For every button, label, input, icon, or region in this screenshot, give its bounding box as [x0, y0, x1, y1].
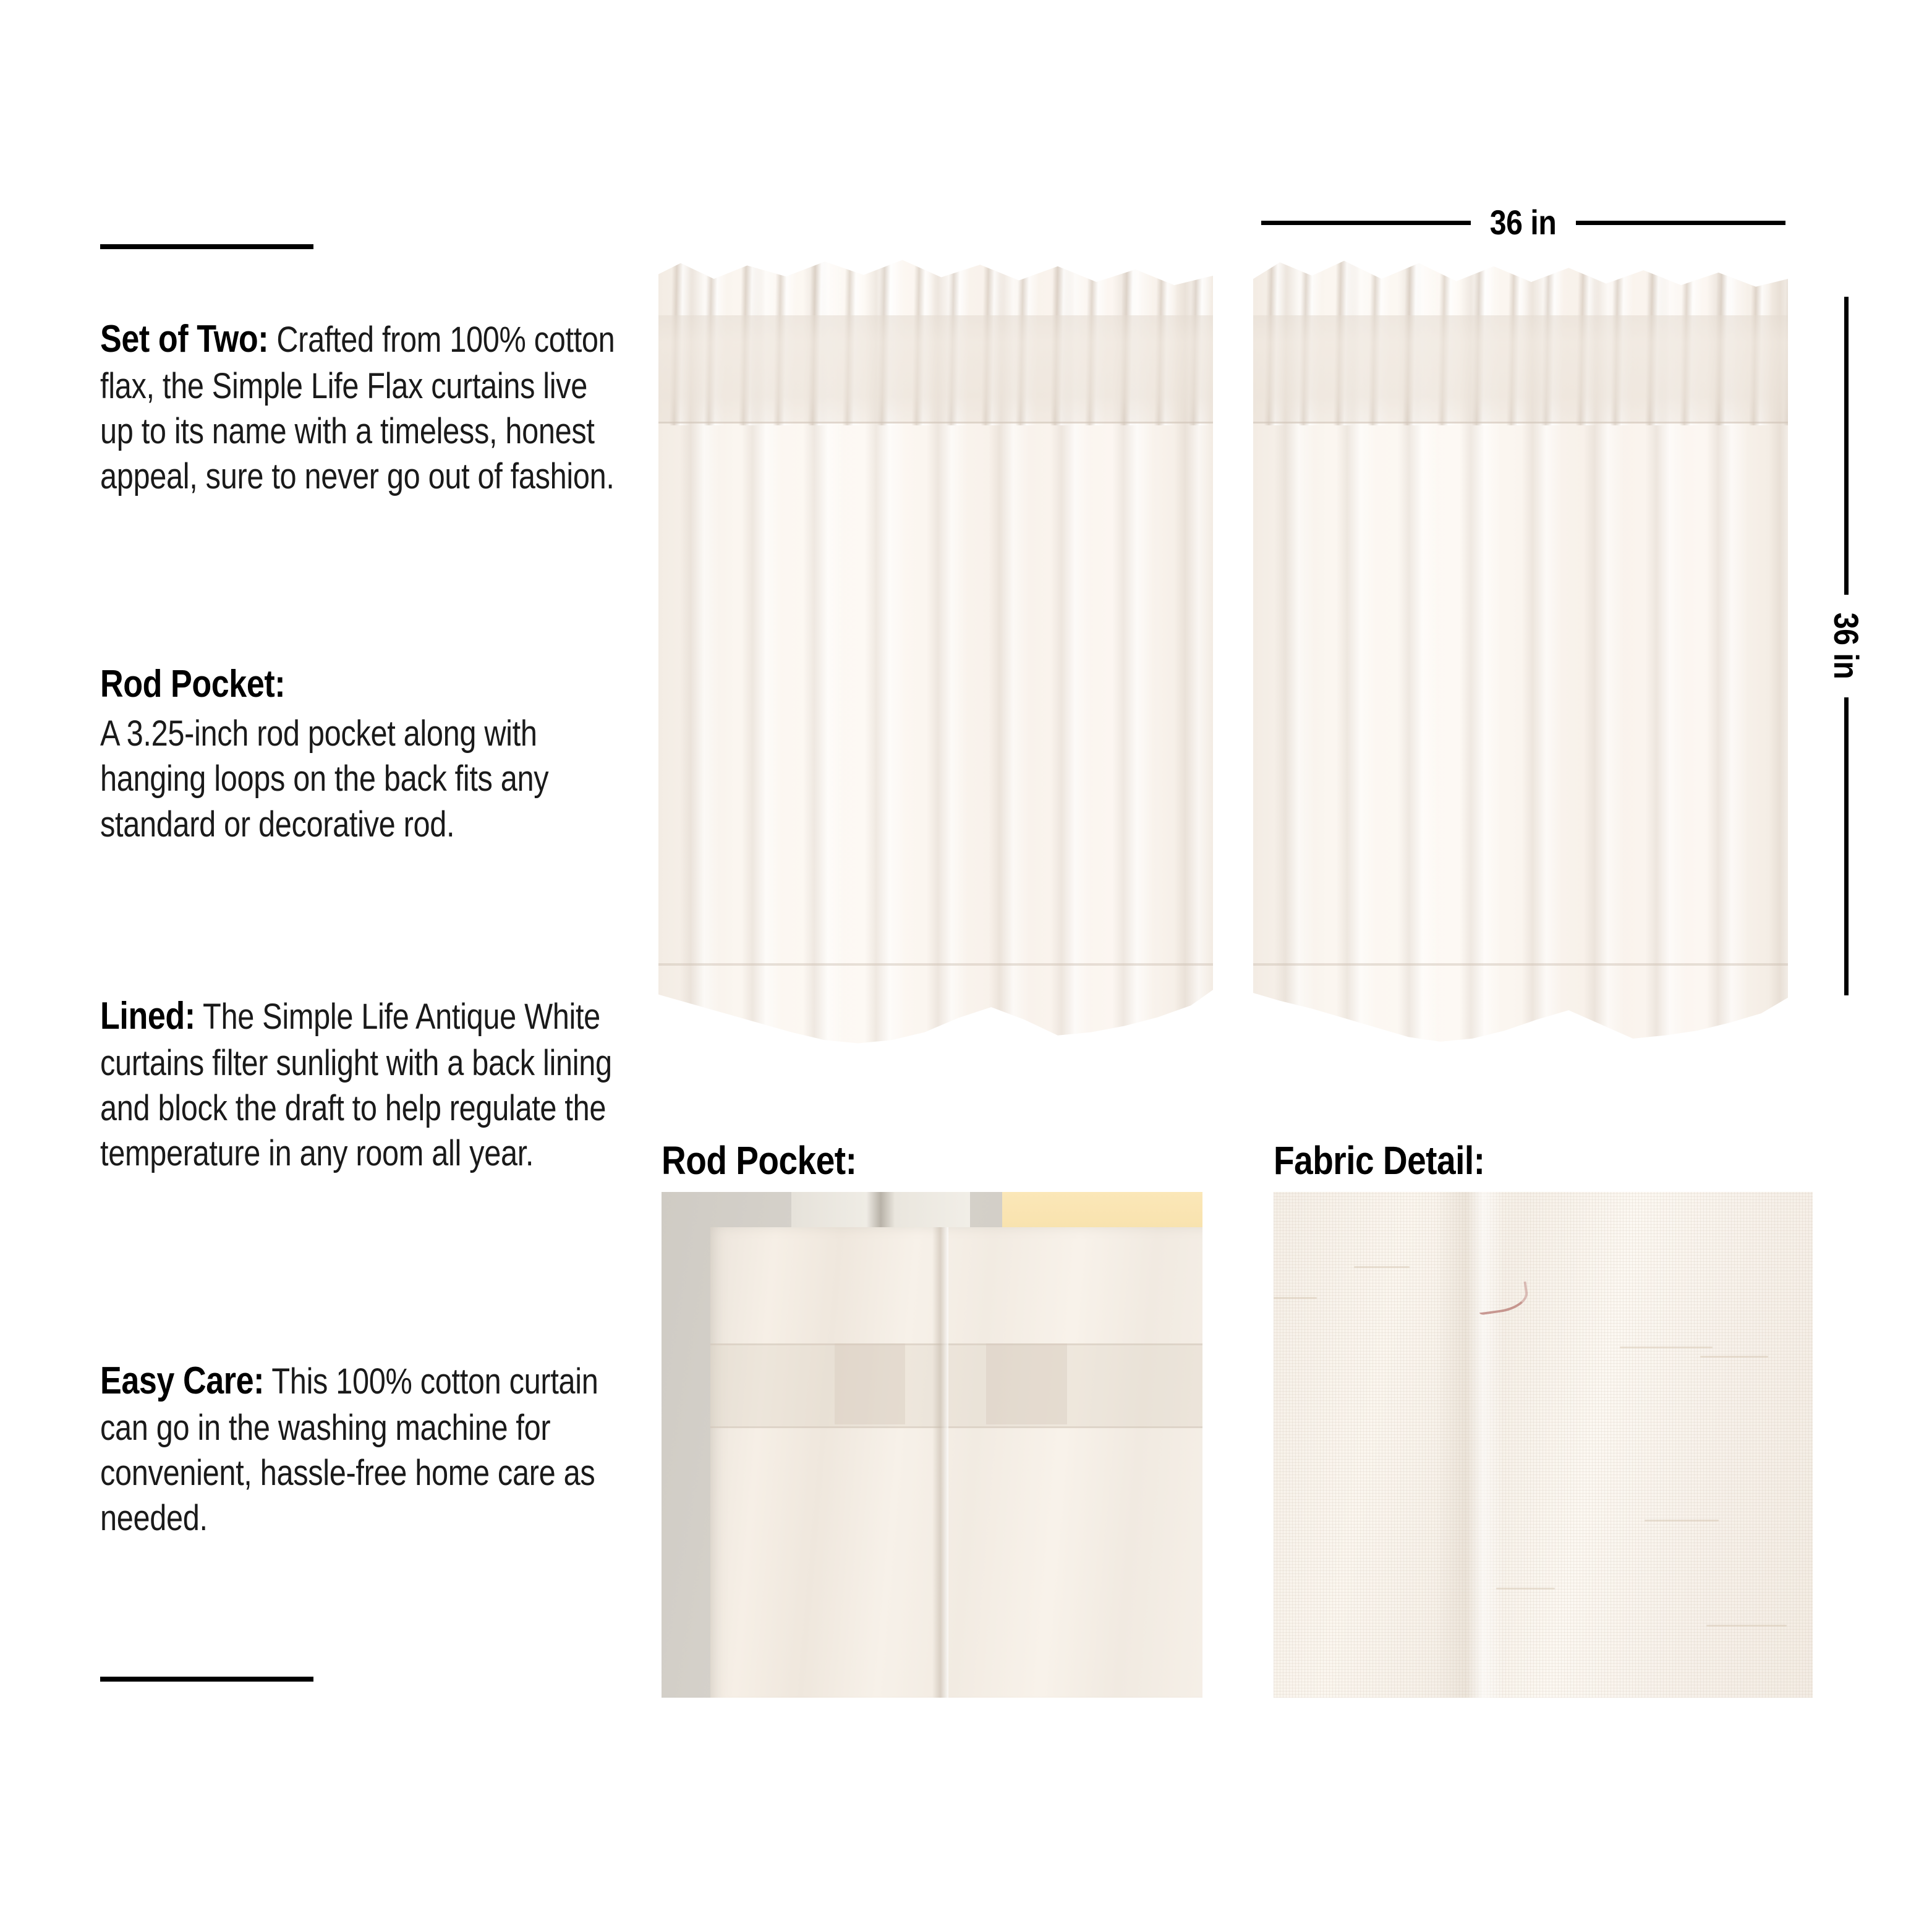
- curtain-closeup: [710, 1227, 1202, 1698]
- feature-rod-pocket: [100, 662, 619, 847]
- rod-pocket-photo: [662, 1192, 1202, 1698]
- curtain-fabric: [658, 258, 1213, 1045]
- fabric-slub: [1620, 1347, 1713, 1348]
- height-dimension-label: 36 in: [1827, 613, 1866, 679]
- rod-pocket-seam-band: [710, 1343, 1202, 1428]
- hanging-loop-tab: [986, 1343, 1067, 1424]
- dimension-bar-bottom: [1844, 697, 1849, 995]
- rod-pocket-panel-label: Rod Pocket:: [662, 1138, 857, 1183]
- feature-description: This 100% cotton curtain can go in the washing machine for convenient, hassle-free home care as needed.: [100, 1361, 598, 1539]
- width-dimension-label: 36 in: [1490, 203, 1557, 242]
- fabric-detail-panel-label: Fabric Detail:: [1274, 1138, 1485, 1183]
- feature-easy-care: [100, 1357, 619, 1541]
- curtain-rod-pocket-band: [658, 315, 1213, 423]
- feature-set-of-two: [100, 315, 619, 499]
- fabric-fold: [932, 1227, 948, 1698]
- fabric-fold: [1436, 1192, 1504, 1698]
- feature-description: Crafted from 100% cotton flax, the Simple Life Flax curtains live up to its name with a timeless, honest appeal, sure to never go out of fashion.: [100, 320, 615, 497]
- feature-text: [100, 315, 619, 499]
- feature-description: The Simple Life Antique White curtains filter sunlight with a back lining and block the draft to help regulate the temperature in any room all year.: [100, 997, 612, 1174]
- fabric-slub: [1274, 1297, 1317, 1299]
- features-column: [100, 244, 626, 249]
- curtain-fabric: [1253, 258, 1788, 1045]
- feature-title: Easy Care:: [100, 1360, 265, 1402]
- wall-accent-patch: [1002, 1192, 1202, 1232]
- curtain-panel-left-image: [658, 258, 1213, 1045]
- feature-lined: [100, 992, 619, 1176]
- feature-description: A 3.25-inch rod pocket along with hanging loops on the back fits any standard or decorative rod.: [100, 713, 549, 845]
- width-dimension-line: [1261, 204, 1785, 241]
- hanging-loop-tab: [835, 1343, 905, 1424]
- dimension-bar-right: [1576, 221, 1785, 225]
- fabric-slub: [1700, 1356, 1768, 1358]
- feature-title: Set of Two:: [100, 318, 269, 360]
- curtain-panel-right-image: [1253, 258, 1788, 1045]
- fabric-slub: [1496, 1588, 1555, 1589]
- top-divider-rule: [100, 244, 313, 249]
- fabric-slub: [1645, 1520, 1719, 1521]
- feature-title: Rod Pocket:: [100, 663, 286, 705]
- dimension-bar-left: [1261, 221, 1471, 225]
- feature-text: [100, 992, 619, 1176]
- height-dimension-line: [1827, 297, 1865, 995]
- fabric-detail-photo: [1274, 1192, 1813, 1698]
- curtain-hem-seam: [658, 963, 1213, 966]
- feature-text: [100, 1357, 619, 1541]
- feature-title: Lined:: [100, 995, 195, 1037]
- curtain-hem-seam: [1253, 963, 1788, 966]
- dimension-bar-top: [1844, 297, 1849, 595]
- fabric-slub: [1706, 1625, 1787, 1627]
- curtain-rod-pocket-band: [1253, 315, 1788, 423]
- fabric-slub: [1354, 1266, 1410, 1268]
- bottom-divider-rule: [100, 1677, 313, 1682]
